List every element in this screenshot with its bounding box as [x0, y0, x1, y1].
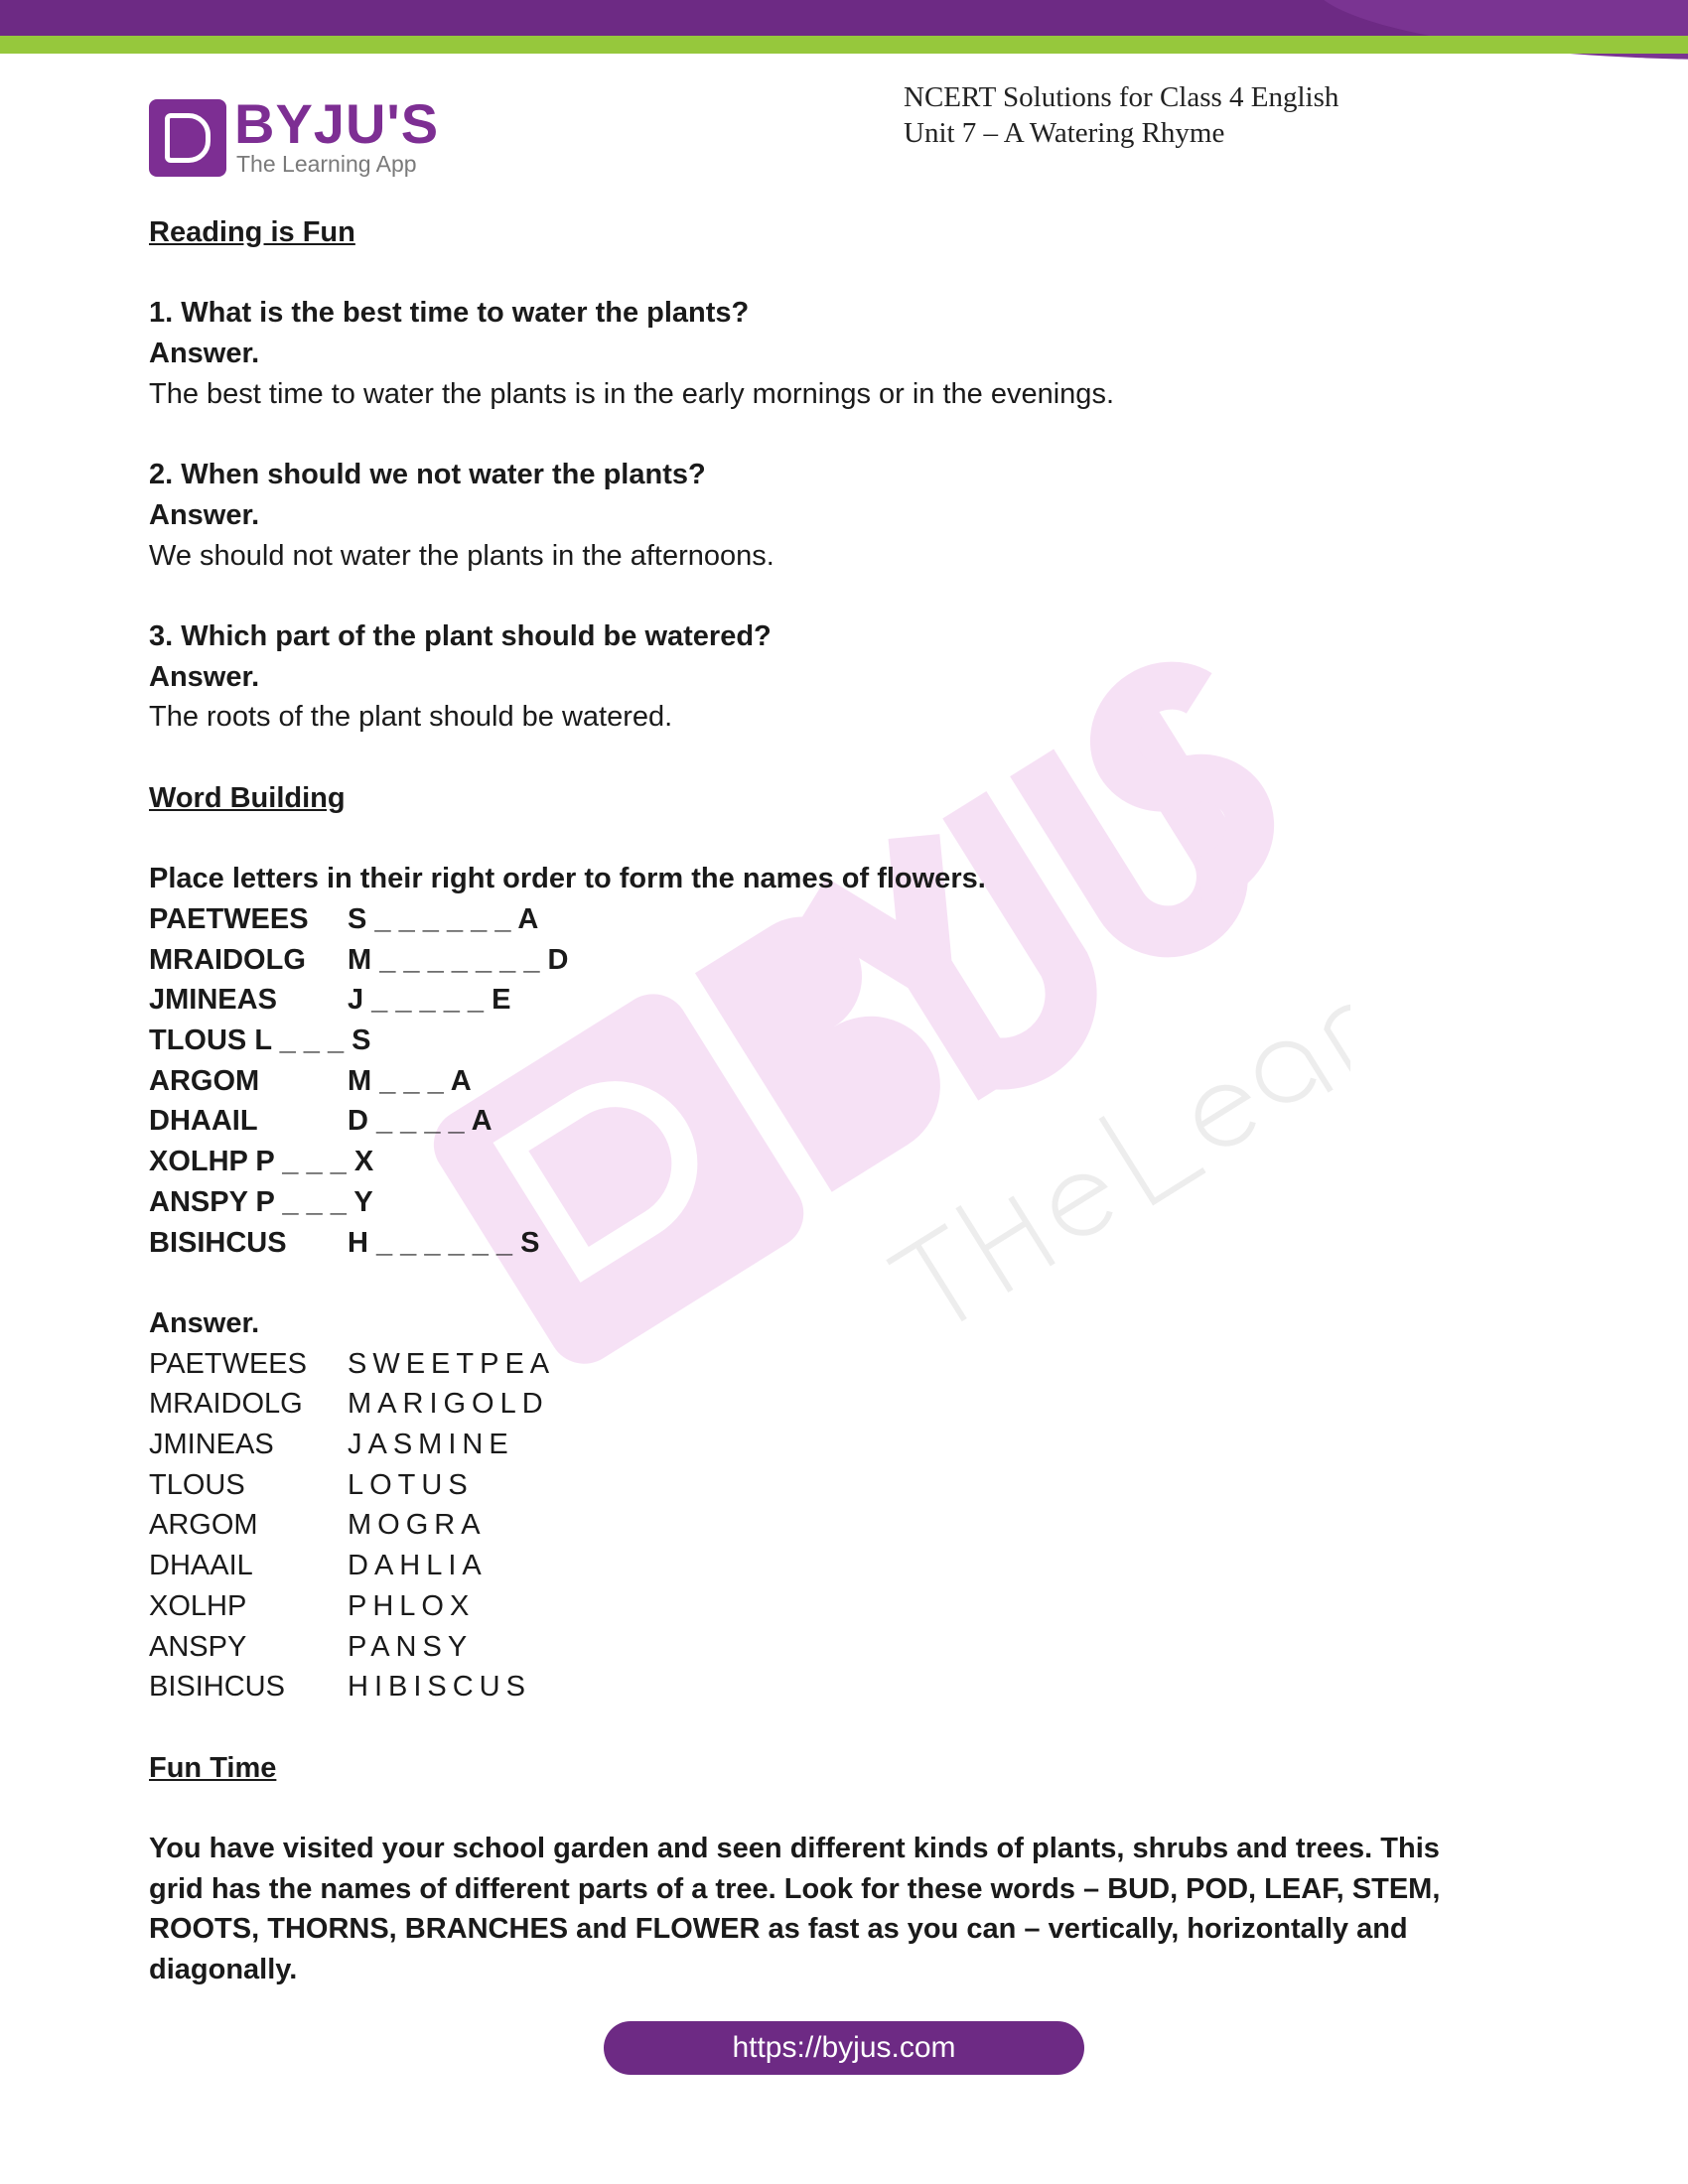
puzzle-hint: M _ _ _ A	[348, 1064, 472, 1097]
puzzle-scrambled: BISIHCUS	[149, 1226, 287, 1259]
puzzle-hint: M _ _ _ _ _ _ _ D	[348, 943, 569, 976]
answer-word: HIBISCUS	[348, 1671, 531, 1704]
logo-tagline: The Learning App	[236, 151, 417, 177]
puzzle-scrambled: JMINEAS	[149, 984, 277, 1017]
answer-scrambled: ARGOM	[149, 1509, 258, 1542]
answer-scrambled: JMINEAS	[149, 1429, 274, 1460]
puzzle-row	[149, 1061, 1539, 1102]
puzzle-row	[149, 940, 1539, 981]
byjus-logo-icon	[149, 99, 226, 177]
document-title: NCERT Solutions for Class 4 English	[904, 81, 1339, 113]
answer-row	[149, 1344, 1539, 1385]
puzzle-hint: H _ _ _ _ _ _ S	[348, 1226, 540, 1259]
puzzle-row	[149, 1223, 1539, 1264]
puzzle-row	[149, 980, 1539, 1021]
section-title-word-building: Word Building	[149, 781, 346, 814]
puzzle-scrambled: ARGOM	[149, 1064, 260, 1097]
puzzle-row-inline: ANSPY P _ _ _ Y	[149, 1185, 373, 1218]
answer-word: MOGRA	[348, 1509, 487, 1542]
answer-scrambled: XOLHP	[149, 1589, 247, 1622]
puzzle-row-inline: XOLHP P _ _ _ X	[149, 1146, 374, 1178]
answer-word: MARIGOLD	[348, 1388, 549, 1421]
puzzle-row-inline: TLOUS L _ _ _ S	[149, 1024, 371, 1056]
answer-word: DAHLIA	[348, 1550, 488, 1582]
puzzle-hint: S _ _ _ _ _ _ A	[348, 902, 539, 935]
answer-word: PHLOX	[348, 1589, 476, 1622]
puzzle-hint: J _ _ _ _ _ E	[348, 984, 511, 1017]
logo-brand-name: BYJU'S	[234, 92, 440, 155]
puzzle-row	[149, 1101, 1539, 1142]
answer-word: LOTUS	[348, 1468, 474, 1501]
question-2: 2. When should we not water the plants?	[149, 459, 706, 491]
section-title-reading: Reading is Fun	[149, 216, 355, 248]
footer-url-link[interactable]: https://byjus.com	[604, 2021, 1084, 2075]
question-3: 3. Which part of the plant should be watered?	[149, 619, 772, 652]
fun-time-paragraph: You have visited your school garden and seen different kinds of plants, shrubs and trees. This grid has the names of different parts of a tree. Look for these words – BUD, POD, LEAF, STEM, ROOTS, THORNS, BRANCHES and FLOWER as fast as you can – vertically, horizontally and diagonally.	[149, 1833, 1441, 1986]
document-unit: Unit 7 – A Watering Rhyme	[904, 117, 1225, 149]
question-1: 1. What is the best time to water the plants?	[149, 297, 750, 330]
puzzle-row	[149, 899, 1539, 940]
answer-row	[149, 1586, 1539, 1627]
answer-row	[149, 1505, 1539, 1546]
section-title-fun-time: Fun Time	[149, 1751, 277, 1784]
answer-scrambled: PAETWEES	[149, 1347, 307, 1380]
header-band-green	[0, 36, 1688, 54]
answer-label: Answer.	[149, 660, 260, 693]
answer-row	[149, 1546, 1539, 1586]
answer-label: Answer.	[149, 498, 260, 531]
answer-word: PANSY	[348, 1630, 474, 1663]
byjus-logo	[149, 92, 447, 181]
word-building-instruction: Place letters in their right order to form the names of flowers.	[149, 863, 986, 895]
answer-row	[149, 1667, 1539, 1707]
document-header	[904, 79, 1338, 151]
answer-scrambled: TLOUS	[149, 1468, 245, 1501]
answer-scrambled: BISIHCUS	[149, 1671, 285, 1704]
puzzle-scrambled: DHAAIL	[149, 1105, 258, 1138]
answer-label: Answer.	[149, 338, 260, 370]
answer-row	[149, 1425, 1539, 1465]
page-content	[149, 212, 1539, 1990]
puzzle-scrambled: PAETWEES	[149, 902, 309, 935]
puzzle-hint: D _ _ _ _ A	[348, 1105, 492, 1138]
answer-word: SWEETPEA	[348, 1347, 556, 1380]
word-building-answer-label: Answer.	[149, 1306, 260, 1339]
answer-scrambled: ANSPY	[149, 1630, 247, 1663]
answer-row	[149, 1384, 1539, 1425]
answer-scrambled: MRAIDOLG	[149, 1388, 303, 1421]
answer-word: JASMINE	[348, 1429, 514, 1460]
answer-row	[149, 1627, 1539, 1668]
answer-row	[149, 1465, 1539, 1506]
answer-2: We should not water the plants in the afternoons.	[149, 539, 774, 572]
answer-3: The roots of the plant should be watered.	[149, 701, 673, 734]
puzzle-scrambled: MRAIDOLG	[149, 943, 306, 976]
answer-1: The best time to water the plants is in the early mornings or in the evenings.	[149, 377, 1114, 410]
answer-scrambled: DHAAIL	[149, 1550, 253, 1582]
